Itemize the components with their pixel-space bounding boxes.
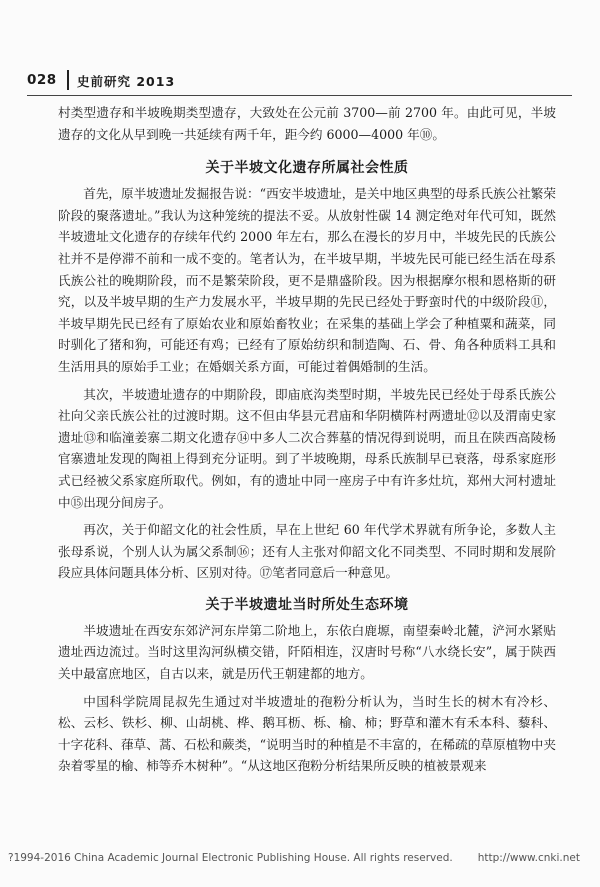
header-rule: [27, 95, 572, 96]
paragraph: 首先，原半坡遗址发掘报告说：“西安半坡遗址，是关中地区典型的母系氏族公社繁荣阶段的聚落遗址。”我认为这种笼统的提法不妥。从放射性碳 14 测定绝对年代可知，既然半坡遗址文化遗存的存续年代约 2000 年左右，那么在漫长的岁月中，半坡先民的氏族公社并不是停滞不前和一成不变的。笔者认为，在半坡早期，半坡先民可能已经生活在母系氏族公社的晚期阶段，而不是繁荣阶段，更不是鼎盛阶段。因为根据摩尔根和恩格斯的研究，以及半坡早期的生产力发展水平，半坡早期的先民已经处于野蛮时代的中级阶段⑪，半坡早期先民已经有了原始农业和原始畜牧业；在采集的基础上学会了种植粟和蔬菜，同时驯化了猪和狗，可能还有鸡；已经有了原始纺织和制造陶、石、骨、角各种质料工具和生活用具的原始手工业；在婚姻关系方面，可能过着偶婚制的生活。: [58, 186, 556, 374]
page-header: [27, 70, 572, 92]
section-heading-environment: 关于半坡遗址当时所处生态环境: [205, 596, 409, 613]
journal-title: 史前研究 2013: [77, 74, 176, 89]
header-divider-bar: [67, 70, 69, 90]
paragraph: 其次，半坡遗址遗存的中期阶段，即庙底沟类型时期，半坡先民已经处于母系氏族公社向父亲氏族公社的过渡时期。这不但由华县元君庙和华阴横阵村两遗址⑫以及渭南史家遗址⑬和临潼姜寨二期文化遗存⑭中多人二次合葬墓的情况得到说明，而且在陕西高陵杨官寨遗址发现的陶祖上得到充分证明。到了半坡晚期，母系氏族制早已衰落，母系家庭形式已经被父系家庭所取代。例如，有的遗址中同一座房子中有许多灶坑，郑州大河村遗址中⑮出现分间房子。: [58, 386, 556, 510]
paragraph: 中国科学院周昆叔先生通过对半坡遗址的孢粉分析认为，当时生长的树木有冷杉、松、云杉、铁杉、柳、山胡桃、桦、鹅耳枥、栎、榆、柿；野草和灌木有禾本科、藜科、十字花科、葎草、蒿、石松和蕨类，“说明当时的种植是不丰富的，在稀疏的草原植物中夹杂着零星的榆、柿等乔木树种”。“从这地区孢粉分析结果所反映的植被景观来: [58, 693, 556, 774]
page-number: 028: [27, 72, 57, 88]
continued-paragraph: 村类型遗存和半坡晚期类型遗存，大致处在公元前 3700—前 2700 年。由此可见，半坡遗存的文化从早到晚一共延续有两千年，距今约 6000—4000 年⑩。: [58, 105, 556, 142]
article-body: [58, 102, 556, 777]
paragraph: 半坡遗址在西安东郊浐河东岸第二阶地上，东依白鹿塬，南望秦岭北麓，浐河水紧贴遗址西边流过。当时这里沟河纵横交错，阡陌相连，汉唐时号称“八水绕长安”，属于陕西关中最富庶地区，自古以来，就是历代王朝建都的地方。: [58, 622, 556, 682]
copyright-notice: ?1994-2016 China Academic Journal Electronic Publishing House. All rights reserved.: [8, 852, 453, 864]
section-heading-social-nature: 关于半坡文化遗存所属社会性质: [205, 160, 409, 177]
footer-url[interactable]: http://www.cnki.net: [477, 852, 580, 864]
paragraph: 再次，关于仰韶文化的社会性质，早在上世纪 60 年代学术界就有所争论，多数人主张母系说，个别人认为属父系制⑯；还有人主张对仰韶文化不同类型、不同时期和发展阶段应具体问题具体分析、区别对待。⑰笔者同意后一种意见。: [58, 522, 556, 581]
